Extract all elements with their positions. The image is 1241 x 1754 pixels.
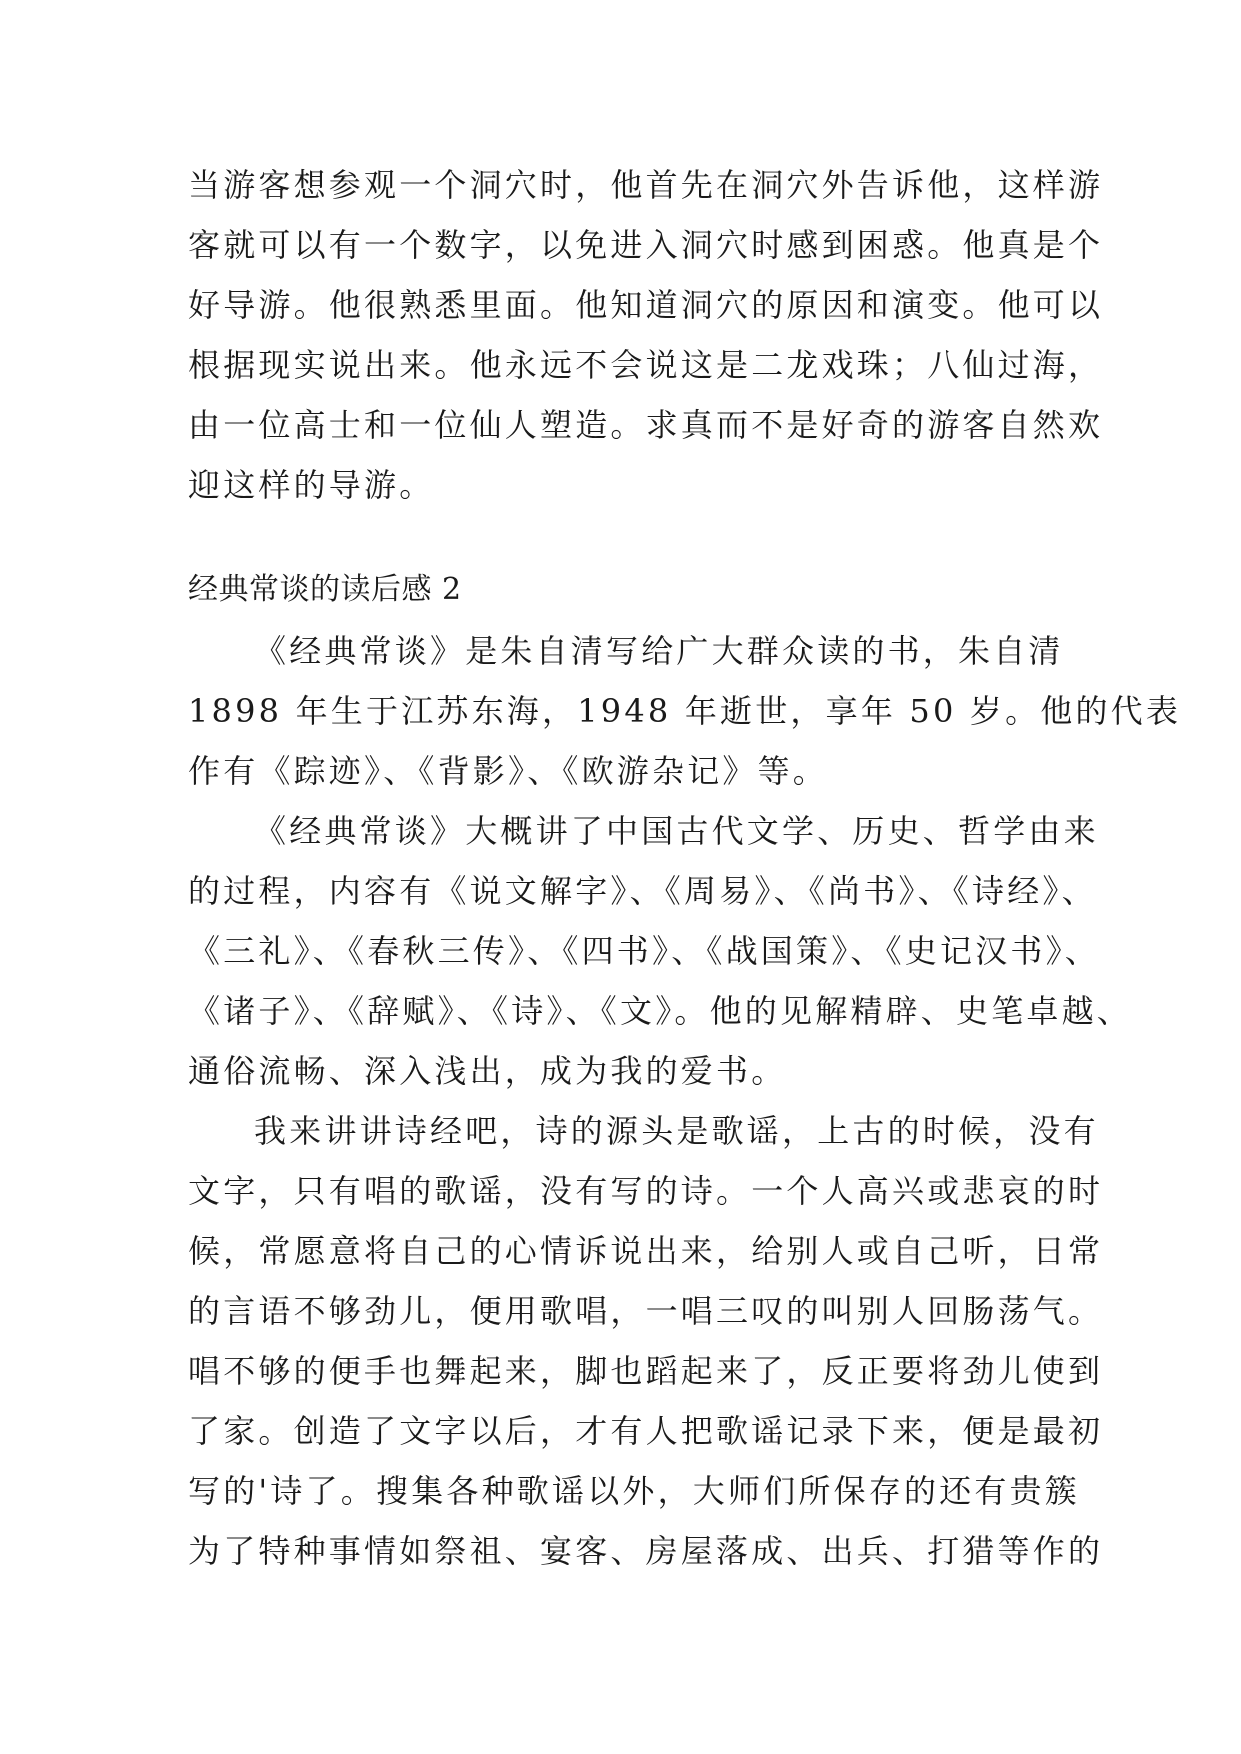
text-line: 由一位高士和一位仙人塑造。求真而不是好奇的游客自然欢 [188, 406, 1104, 444]
text-line: 当游客想参观一个洞穴时，他首先在洞穴外告诉他，这样游 [188, 166, 1104, 204]
text-line: 《三礼》、《春秋三传》、《四书》、《战国策》、《史记汉书》、 [188, 932, 1101, 970]
text-line: 作有《踪迹》、《背影》、《欧游杂记》等。 [188, 752, 829, 790]
text-line: 1898 年生于江苏东海，1948 年逝世，享年 50 岁。他的代表 [188, 692, 1182, 730]
text-line: 为了特种事情如祭祖、宴客、房屋落成、出兵、打猎等作的 [188, 1532, 1104, 1570]
text-line: 写的'诗了。搜集各种歌谣以外，大师们所保存的还有贵簇 [188, 1472, 1080, 1510]
text-line: 唱不够的便手也舞起来，脚也蹈起来了，反正要将劲儿使到 [188, 1352, 1104, 1390]
text-line: 的言语不够劲儿，便用歌唱，一唱三叹的叫别人回肠荡气。 [188, 1292, 1104, 1330]
text-line: 候，常愿意将自己的心情诉说出来，给别人或自己听，日常 [188, 1232, 1104, 1270]
text-line: 我来讲讲诗经吧，诗的源头是歌谣，上古的时候，没有 [254, 1112, 1099, 1150]
text-line: 迎这样的导游。 [188, 466, 435, 504]
paragraph-shijing [188, 1101, 1104, 1581]
essay-body [188, 621, 1182, 1581]
text-line: 通俗流畅、深入浅出，成为我的爱书。 [188, 1052, 787, 1090]
text-line: 根据现实说出来。他永远不会说这是二龙戏珠；八仙过海， [188, 346, 1104, 384]
text-line: 客就可以有一个数字，以免进入洞穴时感到困惑。他真是个 [188, 226, 1104, 264]
paragraph-book-contents [188, 801, 1133, 1101]
text-line: 文字，只有唱的歌谣，没有写的诗。一个人高兴或悲哀的时 [188, 1172, 1104, 1210]
text-line: 《诸子》、《辞赋》、《诗》、《文》。他的见解精辟、史笔卓越、 [188, 992, 1133, 1030]
section-heading: 经典常谈的读后感 2 [188, 572, 462, 607]
paragraph-author-intro [188, 621, 1182, 801]
text-line: 的过程，内容有《说文解字》、《周易》、《尚书》、《诗经》、 [188, 872, 1097, 910]
text-line: 《经典常谈》是朱自清写给广大群众读的书，朱自清 [254, 632, 1064, 670]
text-line: 好导游。他很熟悉里面。他知道洞穴的原因和演变。他可以 [188, 286, 1104, 324]
text-line: 《经典常谈》大概讲了中国古代文学、历史、哲学由来 [254, 812, 1099, 850]
section-heading-block [188, 560, 1068, 620]
text-line: 了家。创造了文字以后，才有人把歌谣记录下来，便是最初 [188, 1412, 1104, 1450]
paragraph-cave-guide [188, 155, 1104, 515]
